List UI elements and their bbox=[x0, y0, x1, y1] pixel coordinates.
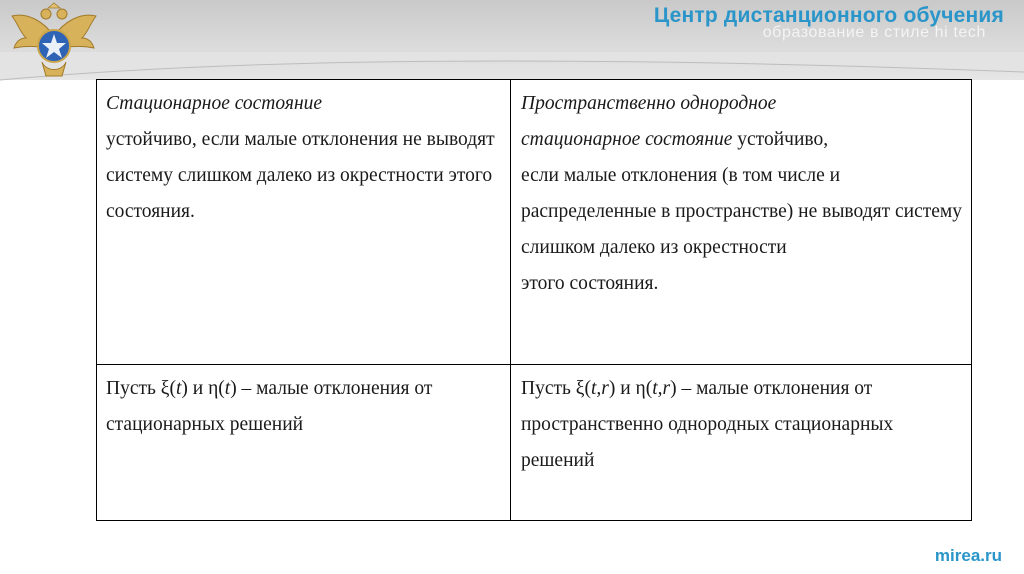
definition-homogeneous-inline: устойчиво, bbox=[732, 129, 829, 150]
deviation-var-eta: t bbox=[224, 378, 231, 399]
deviation-text-part2: ) и η( bbox=[181, 378, 225, 399]
cell-deviations-right bbox=[511, 365, 972, 521]
stability-definitions-table bbox=[96, 79, 972, 521]
deviation-var-xi: t bbox=[175, 378, 182, 399]
table-row bbox=[97, 80, 972, 365]
deviation-text-part1: Пусть ξ( bbox=[106, 378, 176, 399]
cell-homogeneous-state bbox=[511, 80, 972, 365]
cell-stationary-state bbox=[97, 80, 511, 365]
definition-homogeneous-state: если малые отклонения (в том числе и распределенные в пространстве) не выводят систему слишком далеко из окрестности bbox=[521, 165, 962, 258]
table-row bbox=[97, 365, 972, 521]
deviation-text-part3: ) – малые отклонения от пространственно однородных стационарных решений bbox=[521, 378, 894, 471]
term-homogeneous-line2: стационарное состояние bbox=[521, 129, 733, 150]
cell-deviations-left bbox=[97, 365, 511, 521]
deviation-text-part2: ) и η( bbox=[608, 378, 653, 399]
header-title: Центр дистанционного обучения bbox=[653, 4, 1004, 27]
eagle-emblem-icon bbox=[6, 2, 102, 82]
deviation-var-xi: t,r bbox=[590, 378, 609, 399]
deviation-text-part1: Пусть ξ( bbox=[521, 378, 591, 399]
term-stationary-state: Стационарное состояние bbox=[106, 93, 323, 114]
deviation-var-eta: t,r bbox=[652, 378, 671, 399]
header-subtitle: образование в стиле hi tech bbox=[762, 24, 986, 41]
definition-stationary-state: устойчиво, если малые отклонения не выводят систему слишком далеко из окрестности этого состояния. bbox=[106, 129, 495, 222]
term-homogeneous-line1: Пространственно однородное bbox=[521, 93, 777, 114]
deviation-text-part3: ) – малые отклонения от стационарных решений bbox=[106, 378, 433, 435]
site-link[interactable]: mirea.ru bbox=[934, 546, 1002, 565]
definition-homogeneous-end: этого состояния. bbox=[521, 273, 659, 294]
